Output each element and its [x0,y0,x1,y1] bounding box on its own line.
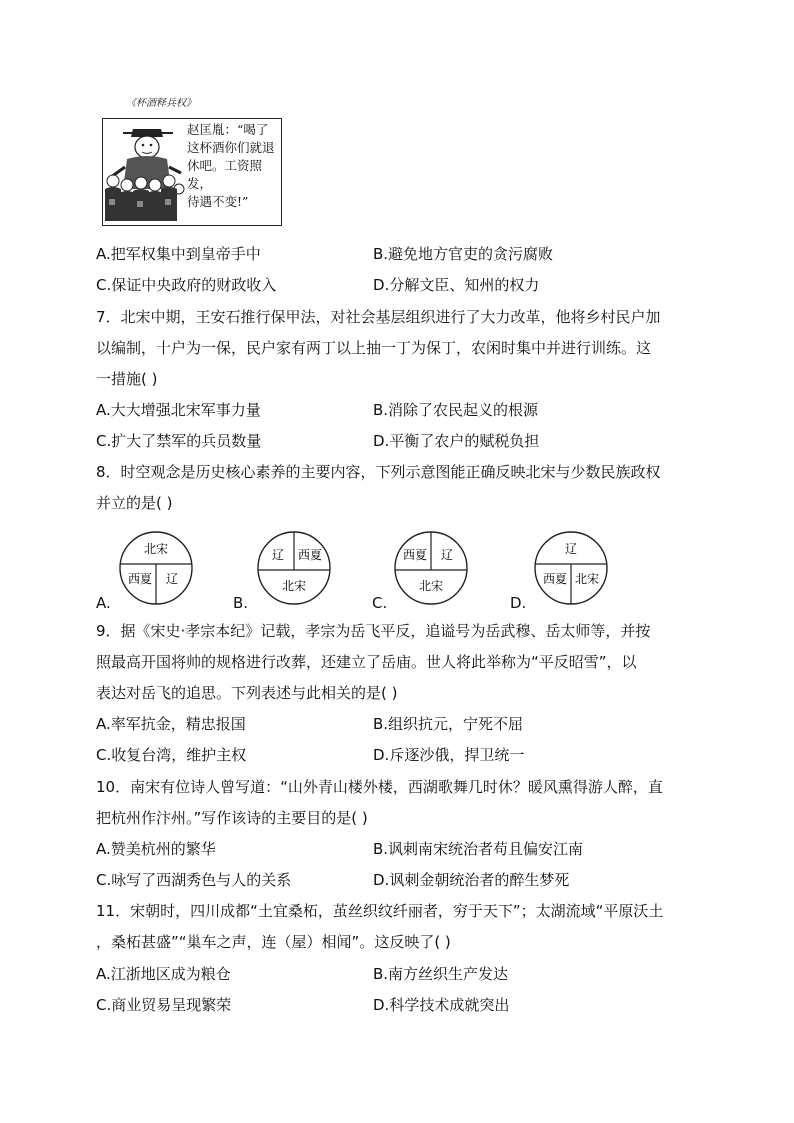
map-c-bottom-label: 北宋 [418,579,444,593]
map-c-letter: C. [372,594,388,612]
map-a-bottom-right-label: 辽 [165,572,179,586]
map-a-bottom-left-label: 西夏 [127,572,153,586]
speech-line: 赵匡胤：“喝了 [187,122,269,137]
map-d-bottom-left-label: 西夏 [542,572,568,586]
q11-stem-line: 11．宋朝时，四川成都“土宜桑柘，茧丝织纹纤丽者，穷于天下”；太湖流域“平原沃土 [96,902,664,920]
map-d-top-label: 辽 [564,542,578,556]
cartoon-figures [103,119,187,223]
q9-option-d: D.斥逐沙俄，捍卫统一 [373,746,525,764]
map-b-top-left-label: 辽 [271,548,285,562]
map-a-top-label: 北宋 [143,542,169,556]
map-d-diagram [533,530,609,606]
cartoon-speech [187,121,279,211]
q7-option-c: C.扩大了禁军的兵员数量 [96,432,262,450]
map-d-bottom-right-label: 北宋 [574,572,600,586]
q7-stem-line: 7．北宋中期，王安石推行保甲法，对社会基层组织进行了大力改革，他将乡村民户加 [96,308,661,326]
q9-option-c: C.收复台湾，维护主权 [96,746,247,764]
q6-option-a: A.把军权集中到皇帝手中 [96,245,261,263]
map-c-diagram [393,530,469,606]
q11-stem-line: ，桑柘甚盛”“巢车之声，连（屋）相闻”。这反映了( ) [96,933,451,951]
q7-stem-line: 一措施( ) [96,370,158,388]
q7-option-b: B.消除了农民起义的根源 [373,401,539,419]
map-a-diagram [118,530,194,606]
cartoon-caption: 《杯酒释兵权》 [126,98,196,109]
q6-option-d: D.分解文臣、知州的权力 [373,276,540,294]
q10-option-b: B.讽刺南宋统治者苟且偏安江南 [373,840,584,858]
q7-option-a: A.大大增强北宋军事力量 [96,401,261,419]
map-b-top-right-label: 西夏 [297,548,323,562]
map-b-bottom-label: 北宋 [281,579,307,593]
q7-stem-line: 以编制，十户为一保，民户家有两丁以上抽一丁为保丁，农闲时集中并进行训练。这 [96,339,652,357]
q7-option-d: D.平衡了农户的赋税负担 [373,432,540,450]
q9-option-a: A.率军抗金，精忠报国 [96,715,246,733]
q11-option-d: D.科学技术成就突出 [373,996,510,1014]
map-b-letter: B. [233,594,249,612]
q10-stem-line: 把杭州作汴州。”写作该诗的主要目的是( ) [96,809,368,827]
q9-stem-line: 9．据《宋史·孝宗本纪》记载，孝宗为岳飞平反，追谥号为岳武穆、岳太师等，并按 [96,622,651,640]
q10-option-c: C.咏写了西湖秀色与人的关系 [96,871,292,889]
q6-option-b: B.避免地方官吏的贪污腐败 [373,245,554,263]
map-a-letter: A. [96,594,111,612]
q10-option-d: D.讽刺金朝统治者的醉生梦死 [373,871,570,889]
q11-option-a: A.江浙地区成为粮仓 [96,965,231,983]
q9-stem-line: 表达对岳飞的追思。下列表述与此相关的是( ) [96,684,398,702]
map-d-letter: D. [510,594,527,612]
q9-option-b: B.组织抗元，宁死不屈 [373,715,524,733]
cartoon-image [102,118,282,226]
map-c-top-right-label: 辽 [440,548,454,562]
q11-option-b: B.南方丝织生产发达 [373,965,509,983]
speech-line: 休吧。工资照发， [187,158,263,191]
map-c-top-left-label: 西夏 [402,548,428,562]
q8-stem-line: 8．时空观念是历史核心素养的主要内容，下列示意图能正确反映北宋与少数民族政权 [96,463,661,481]
q11-option-c: C.商业贸易呈现繁荣 [96,996,232,1014]
speech-line: 这杯酒你们就退 [187,140,275,155]
speech-line: 待遇不变!” [187,194,249,209]
q9-stem-line: 照最高开国将帅的规格进行改葬，还建立了岳庙。世人将此举称为“平反昭雪”，以 [96,653,637,671]
q10-stem-line: 10．南宋有位诗人曾写道：“山外青山楼外楼，西湖歌舞几时休？暖风熏得游人醉，直 [96,778,663,796]
q8-stem-line: 并立的是( ) [96,494,173,512]
map-b-diagram [256,530,332,606]
q6-option-c: C.保证中央政府的财政收入 [96,276,277,294]
q10-option-a: A.赞美杭州的繁华 [96,840,216,858]
